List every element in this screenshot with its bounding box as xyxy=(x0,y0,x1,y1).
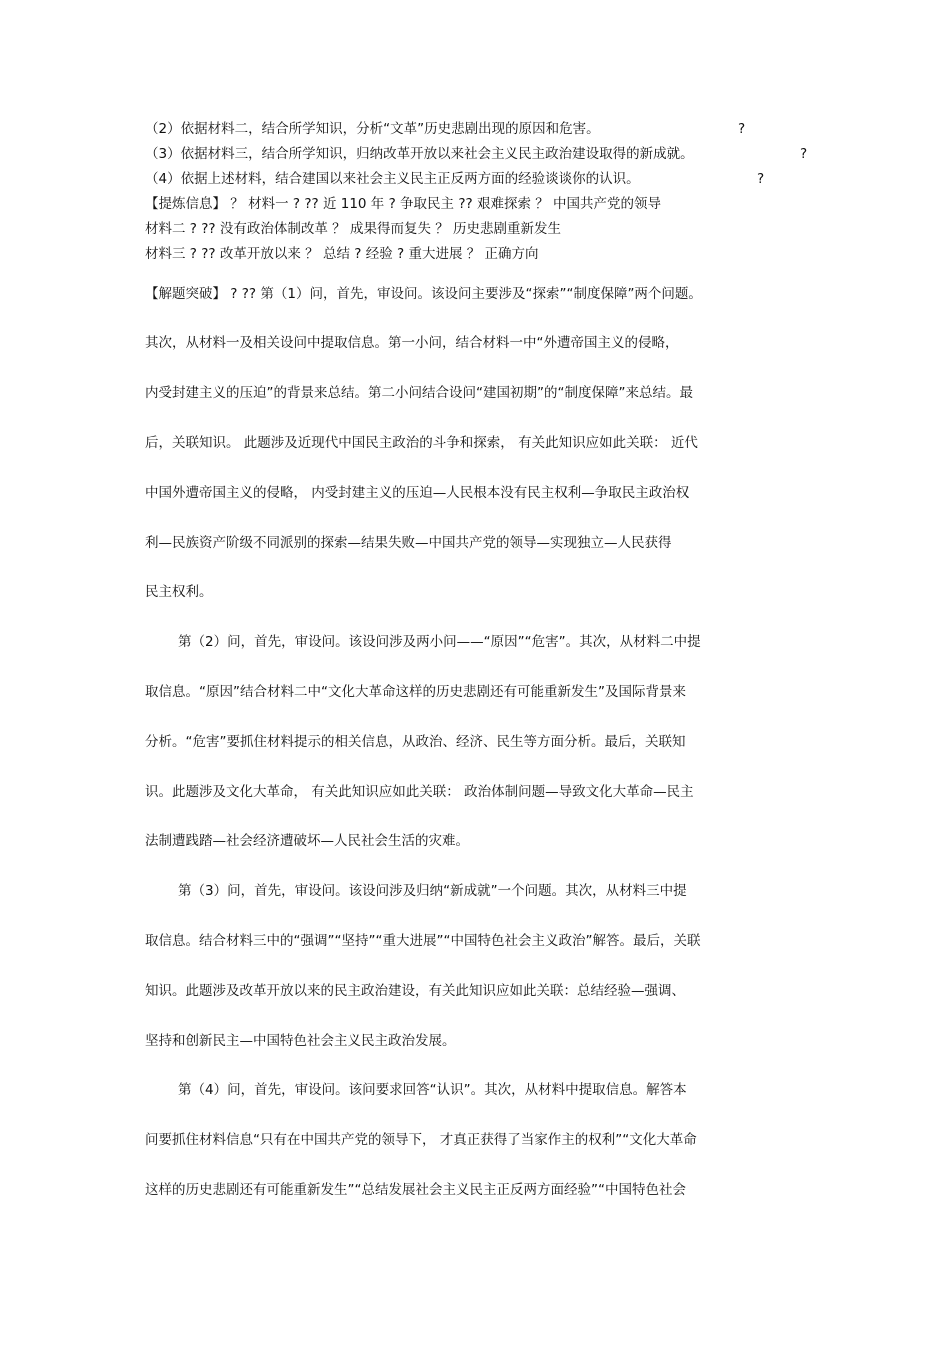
extract-material-2: 材料二 ? ?? 没有政治体制改革 ？ 成果得而复失 ？ 历史悲剧重新发生 xyxy=(145,221,562,237)
question-3-mark: ? xyxy=(800,146,808,162)
body-line: 知识。此题涉及改革开放以来的民主政治建设，有关此知识应如此关联：总结经验—强调、 xyxy=(145,983,685,999)
body-line: 利—民族资产阶级不同派别的探索—结果失败—中国共产党的领导—实现独立—人民获得 xyxy=(145,535,672,551)
body-line: 【解题突破】 ? ?? 第（1）问，首先，审设问。该设问主要涉及“探索”“制度保障”两个问题。 xyxy=(145,286,702,302)
question-3: （3）依据材料三，结合所学知识，归纳改革开放以来社会主义民主政治建设取得的新成就。 xyxy=(145,146,694,162)
extract-info-line: 【提炼信息】 ？ 材料一 ? ?? 近 110 年 ? 争取民主 ?? 艰难探索 ？ 中国共产党的领导 xyxy=(145,196,662,212)
body-line: 第（2）问，首先，审设问。该设问涉及两小问——“原因”“危害”。其次，从材料二中提 xyxy=(178,634,701,650)
extract-material-3: 材料三 ? ?? 改革开放以来 ？ 总结 ? 经验 ? 重大进展 ？ 正确方向 xyxy=(145,246,539,262)
body-line: 分析。“危害”要抓住材料提示的相关信息，从政治、经济、民生等方面分析。最后，关联知 xyxy=(145,734,686,750)
question-4-mark: ? xyxy=(757,171,765,187)
body-line: 第（3）问，首先，审设问。该设问涉及归纳“新成就”一个问题。其次，从材料三中提 xyxy=(178,883,687,899)
body-line: 这样的历史悲剧还有可能重新发生”“总结发展社会主义民主正反两方面经验”“中国特色社会 xyxy=(145,1182,686,1198)
body-line: 民主权利。 xyxy=(145,584,213,600)
body-line: 取信息。结合材料三中的“强调”“坚持”“重大进展”“中国特色社会主义政治”解答。最后，关联 xyxy=(145,933,701,949)
body-line: 中国外遭帝国主义的侵略， 内受封建主义的压迫—人民根本没有民主权利—争取民主政治权 xyxy=(145,485,690,501)
body-line: 第（4）问，首先，审设问。该问要求回答“认识”。其次，从材料中提取信息。解答本 xyxy=(178,1082,687,1098)
body-line: 法制遭践踏—社会经济遭破坏—人民社会生活的灾难。 xyxy=(145,833,469,849)
body-line: 其次，从材料一及相关设问中提取信息。第一小问，结合材料一中“外遭帝国主义的侵略， xyxy=(145,335,679,351)
body-line: 坚持和创新民主—中国特色社会主义民主政治发展。 xyxy=(145,1033,456,1049)
body-line: 取信息。“原因”结合材料二中“文化大革命这样的历史悲剧还有可能重新发生”及国际背景来 xyxy=(145,684,686,700)
body-line: 后，关联知识。 此题涉及近现代中国民主政治的斗争和探索， 有关此知识应如此关联： 近代 xyxy=(145,435,698,451)
body-line: 问要抓住材料信息“只有在中国共产党的领导下， 才真正获得了当家作主的权利”“文化大革命 xyxy=(145,1132,697,1148)
body-line: 内受封建主义的压迫”的背景来总结。第二小问结合设问“建国初期”的“制度保障”来总结。最 xyxy=(145,385,693,401)
question-2: （2）依据材料二，结合所学知识，分析“文革”历史悲剧出现的原因和危害。 xyxy=(145,121,600,137)
question-4: （4）依据上述材料，结合建国以来社会主义民主正反两方面的经验谈谈你的认识。 xyxy=(145,171,640,187)
question-2-mark: ? xyxy=(738,121,746,137)
body-line: 识。此题涉及文化大革命， 有关此知识应如此关联： 政治体制问题—导致文化大革命—民主 xyxy=(145,784,694,800)
